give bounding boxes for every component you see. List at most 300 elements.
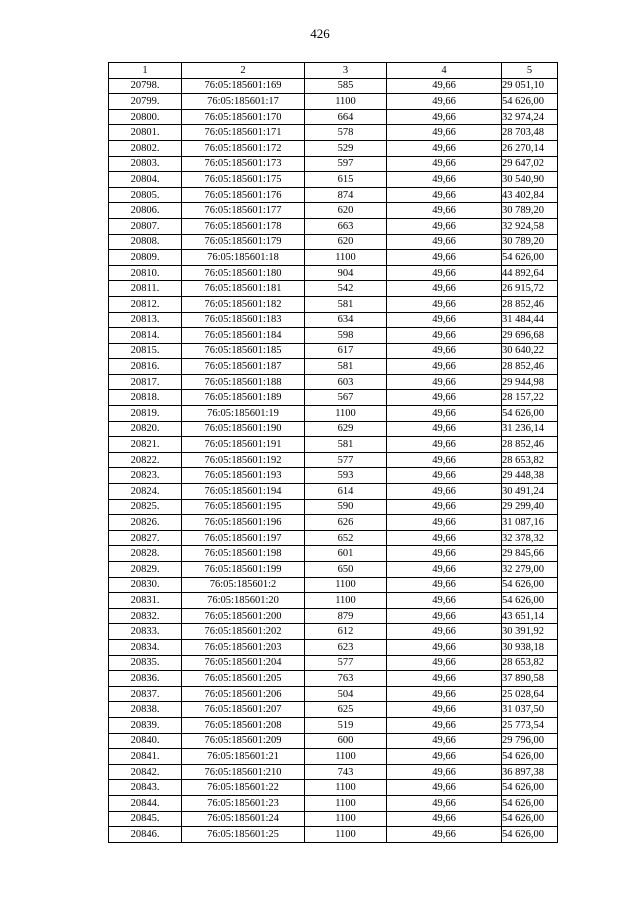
- amount-cell: 30 391,92: [502, 624, 558, 640]
- row-number-cell: 20837.: [109, 686, 182, 702]
- row-number-cell: 20833.: [109, 624, 182, 640]
- rate-cell: 49,66: [387, 421, 502, 437]
- rate-cell: 49,66: [387, 515, 502, 531]
- table-row: [109, 140, 558, 156]
- row-number-cell: 20799.: [109, 94, 182, 110]
- area-cell: 529: [305, 140, 387, 156]
- cadastral-number-cell: 76:05:185601:209: [182, 733, 305, 749]
- table-row: [109, 437, 558, 453]
- rate-cell: 49,66: [387, 452, 502, 468]
- cadastral-number-cell: 76:05:185601:17: [182, 94, 305, 110]
- amount-cell: 26 270,14: [502, 140, 558, 156]
- rate-cell: 49,66: [387, 562, 502, 578]
- row-number-cell: 20839.: [109, 717, 182, 733]
- rate-cell: 49,66: [387, 624, 502, 640]
- cadastral-number-cell: 76:05:185601:187: [182, 359, 305, 375]
- row-number-cell: 20821.: [109, 437, 182, 453]
- table-row: [109, 624, 558, 640]
- amount-cell: 29 696,68: [502, 328, 558, 344]
- cadastral-number-cell: 76:05:185601:169: [182, 78, 305, 94]
- table-row: [109, 343, 558, 359]
- rate-cell: 49,66: [387, 608, 502, 624]
- amount-cell: 25 028,64: [502, 686, 558, 702]
- cadastral-number-cell: 76:05:185601:191: [182, 437, 305, 453]
- rate-cell: 49,66: [387, 218, 502, 234]
- table-row: [109, 250, 558, 266]
- amount-cell: 37 890,58: [502, 671, 558, 687]
- rate-cell: 49,66: [387, 125, 502, 141]
- cadastral-number-cell: 76:05:185601:178: [182, 218, 305, 234]
- cadastral-number-cell: 76:05:185601:190: [182, 421, 305, 437]
- amount-cell: 30 540,90: [502, 172, 558, 188]
- row-number-cell: 20805.: [109, 187, 182, 203]
- row-number-cell: 20807.: [109, 218, 182, 234]
- amount-cell: 54 626,00: [502, 780, 558, 796]
- row-number-cell: 20841.: [109, 749, 182, 765]
- table-row: [109, 577, 558, 593]
- cadastral-number-cell: 76:05:185601:23: [182, 795, 305, 811]
- area-cell: 904: [305, 265, 387, 281]
- area-cell: 581: [305, 359, 387, 375]
- table-header-row: [109, 63, 558, 79]
- cadastral-number-cell: 76:05:185601:25: [182, 827, 305, 843]
- table-row: [109, 764, 558, 780]
- amount-cell: 28 703,48: [502, 125, 558, 141]
- table-row: [109, 468, 558, 484]
- amount-cell: 30 640,22: [502, 343, 558, 359]
- table-row: [109, 328, 558, 344]
- row-number-cell: 20845.: [109, 811, 182, 827]
- area-cell: 601: [305, 546, 387, 562]
- table-row: [109, 234, 558, 250]
- area-cell: 1100: [305, 94, 387, 110]
- amount-cell: 29 796,00: [502, 733, 558, 749]
- rate-cell: 49,66: [387, 484, 502, 500]
- cadastral-number-cell: 76:05:185601:172: [182, 140, 305, 156]
- amount-cell: 44 892,64: [502, 265, 558, 281]
- row-number-cell: 20823.: [109, 468, 182, 484]
- rate-cell: 49,66: [387, 187, 502, 203]
- area-cell: 600: [305, 733, 387, 749]
- table-row: [109, 125, 558, 141]
- rate-cell: 49,66: [387, 78, 502, 94]
- rate-cell: 49,66: [387, 156, 502, 172]
- cadastral-number-cell: 76:05:185601:199: [182, 562, 305, 578]
- table-row: [109, 172, 558, 188]
- table-row: [109, 671, 558, 687]
- row-number-cell: 20838.: [109, 702, 182, 718]
- cadastral-number-cell: 76:05:185601:21: [182, 749, 305, 765]
- area-cell: 603: [305, 374, 387, 390]
- row-number-cell: 20813.: [109, 312, 182, 328]
- amount-cell: 32 924,58: [502, 218, 558, 234]
- cadastral-number-cell: 76:05:185601:19: [182, 406, 305, 422]
- table-row: [109, 686, 558, 702]
- area-cell: 1100: [305, 406, 387, 422]
- area-cell: 879: [305, 608, 387, 624]
- area-cell: 623: [305, 639, 387, 655]
- amount-cell: 29 647,02: [502, 156, 558, 172]
- cadastral-number-cell: 76:05:185601:18: [182, 250, 305, 266]
- rate-cell: 49,66: [387, 655, 502, 671]
- rate-cell: 49,66: [387, 577, 502, 593]
- amount-cell: 30 789,20: [502, 234, 558, 250]
- cadastral-number-cell: 76:05:185601:183: [182, 312, 305, 328]
- table-row: [109, 406, 558, 422]
- cadastral-number-cell: 76:05:185601:179: [182, 234, 305, 250]
- amount-cell: 54 626,00: [502, 94, 558, 110]
- table-row: [109, 515, 558, 531]
- amount-cell: 54 626,00: [502, 577, 558, 593]
- row-number-cell: 20809.: [109, 250, 182, 266]
- area-cell: 590: [305, 499, 387, 515]
- row-number-cell: 20819.: [109, 406, 182, 422]
- table-row: [109, 187, 558, 203]
- area-cell: 593: [305, 468, 387, 484]
- cadastral-number-cell: 76:05:185601:198: [182, 546, 305, 562]
- row-number-cell: 20843.: [109, 780, 182, 796]
- cadastral-number-cell: 76:05:185601:194: [182, 484, 305, 500]
- amount-cell: 32 279,00: [502, 562, 558, 578]
- row-number-cell: 20824.: [109, 484, 182, 500]
- rate-cell: 49,66: [387, 795, 502, 811]
- row-number-cell: 20832.: [109, 608, 182, 624]
- rate-cell: 49,66: [387, 686, 502, 702]
- cadastral-number-cell: 76:05:185601:20: [182, 593, 305, 609]
- cadastral-number-cell: 76:05:185601:189: [182, 390, 305, 406]
- row-number-cell: 20801.: [109, 125, 182, 141]
- table-row: [109, 78, 558, 94]
- table-row: [109, 749, 558, 765]
- cadastral-number-cell: 76:05:185601:173: [182, 156, 305, 172]
- area-cell: 1100: [305, 250, 387, 266]
- table-row: [109, 717, 558, 733]
- row-number-cell: 20831.: [109, 593, 182, 609]
- amount-cell: 28 157,22: [502, 390, 558, 406]
- rate-cell: 49,66: [387, 359, 502, 375]
- area-cell: 1100: [305, 593, 387, 609]
- table-row: [109, 265, 558, 281]
- table-row: [109, 359, 558, 375]
- amount-cell: 32 974,24: [502, 109, 558, 125]
- area-cell: 542: [305, 281, 387, 297]
- rate-cell: 49,66: [387, 234, 502, 250]
- area-cell: 652: [305, 530, 387, 546]
- amount-cell: 43 651,14: [502, 608, 558, 624]
- amount-cell: 28 852,46: [502, 437, 558, 453]
- row-number-cell: 20798.: [109, 78, 182, 94]
- row-number-cell: 20810.: [109, 265, 182, 281]
- area-cell: 1100: [305, 749, 387, 765]
- table-row: [109, 484, 558, 500]
- row-number-cell: 20828.: [109, 546, 182, 562]
- cadastral-number-cell: 76:05:185601:171: [182, 125, 305, 141]
- row-number-cell: 20818.: [109, 390, 182, 406]
- area-cell: 578: [305, 125, 387, 141]
- cadastral-number-cell: 76:05:185601:192: [182, 452, 305, 468]
- amount-cell: 54 626,00: [502, 250, 558, 266]
- area-cell: 585: [305, 78, 387, 94]
- amount-cell: 25 773,54: [502, 717, 558, 733]
- area-cell: 615: [305, 172, 387, 188]
- amount-cell: 54 626,00: [502, 795, 558, 811]
- area-cell: 581: [305, 437, 387, 453]
- row-number-cell: 20802.: [109, 140, 182, 156]
- area-cell: 763: [305, 671, 387, 687]
- amount-cell: 28 653,82: [502, 655, 558, 671]
- cadastral-number-cell: 76:05:185601:24: [182, 811, 305, 827]
- cadastral-number-cell: 76:05:185601:175: [182, 172, 305, 188]
- area-cell: 1100: [305, 780, 387, 796]
- row-number-cell: 20842.: [109, 764, 182, 780]
- column-header: 4: [387, 63, 502, 79]
- cadastral-number-cell: 76:05:185601:2: [182, 577, 305, 593]
- table-row: [109, 452, 558, 468]
- rate-cell: 49,66: [387, 764, 502, 780]
- rate-cell: 49,66: [387, 530, 502, 546]
- area-cell: 597: [305, 156, 387, 172]
- amount-cell: 30 789,20: [502, 203, 558, 219]
- page-number: 426: [310, 26, 330, 41]
- rate-cell: 49,66: [387, 94, 502, 110]
- rate-cell: 49,66: [387, 437, 502, 453]
- cadastral-number-cell: 76:05:185601:206: [182, 686, 305, 702]
- area-cell: 743: [305, 764, 387, 780]
- cadastral-number-cell: 76:05:185601:181: [182, 281, 305, 297]
- row-number-cell: 20816.: [109, 359, 182, 375]
- amount-cell: 29 845,66: [502, 546, 558, 562]
- row-number-cell: 20829.: [109, 562, 182, 578]
- cadastral-number-cell: 76:05:185601:193: [182, 468, 305, 484]
- cadastral-number-cell: 76:05:185601:210: [182, 764, 305, 780]
- area-cell: 581: [305, 296, 387, 312]
- area-cell: 634: [305, 312, 387, 328]
- cadastral-number-cell: 76:05:185601:177: [182, 203, 305, 219]
- table-row: [109, 156, 558, 172]
- amount-cell: 54 626,00: [502, 406, 558, 422]
- table-row: [109, 312, 558, 328]
- amount-cell: 54 626,00: [502, 749, 558, 765]
- table-row: [109, 608, 558, 624]
- table-row: [109, 390, 558, 406]
- rate-cell: 49,66: [387, 250, 502, 266]
- row-number-cell: 20815.: [109, 343, 182, 359]
- rate-cell: 49,66: [387, 671, 502, 687]
- table-row: [109, 218, 558, 234]
- rate-cell: 49,66: [387, 140, 502, 156]
- table-row: [109, 639, 558, 655]
- row-number-cell: 20827.: [109, 530, 182, 546]
- row-number-cell: 20820.: [109, 421, 182, 437]
- row-number-cell: 20800.: [109, 109, 182, 125]
- area-cell: 598: [305, 328, 387, 344]
- area-cell: 577: [305, 452, 387, 468]
- row-number-cell: 20830.: [109, 577, 182, 593]
- area-cell: 650: [305, 562, 387, 578]
- rate-cell: 49,66: [387, 343, 502, 359]
- row-number-cell: 20806.: [109, 203, 182, 219]
- cadastral-number-cell: 76:05:185601:182: [182, 296, 305, 312]
- cadastral-number-cell: 76:05:185601:204: [182, 655, 305, 671]
- row-number-cell: 20836.: [109, 671, 182, 687]
- column-header: 3: [305, 63, 387, 79]
- area-cell: 626: [305, 515, 387, 531]
- rate-cell: 49,66: [387, 312, 502, 328]
- table-row: [109, 702, 558, 718]
- area-cell: 1100: [305, 577, 387, 593]
- table-row: [109, 203, 558, 219]
- column-header: 5: [502, 63, 558, 79]
- rate-cell: 49,66: [387, 639, 502, 655]
- area-cell: 874: [305, 187, 387, 203]
- rate-cell: 49,66: [387, 702, 502, 718]
- rate-cell: 49,66: [387, 406, 502, 422]
- area-cell: 614: [305, 484, 387, 500]
- area-cell: 504: [305, 686, 387, 702]
- amount-cell: 36 897,38: [502, 764, 558, 780]
- table-row: [109, 94, 558, 110]
- rate-cell: 49,66: [387, 717, 502, 733]
- row-number-cell: 20834.: [109, 639, 182, 655]
- cadastral-number-cell: 76:05:185601:195: [182, 499, 305, 515]
- amount-cell: 29 051,10: [502, 78, 558, 94]
- table-row: [109, 109, 558, 125]
- rate-cell: 49,66: [387, 811, 502, 827]
- row-number-cell: 20844.: [109, 795, 182, 811]
- cadastral-number-cell: 76:05:185601:188: [182, 374, 305, 390]
- row-number-cell: 20814.: [109, 328, 182, 344]
- cadastral-number-cell: 76:05:185601:184: [182, 328, 305, 344]
- amount-cell: 31 236,14: [502, 421, 558, 437]
- rate-cell: 49,66: [387, 281, 502, 297]
- table-row: [109, 281, 558, 297]
- amount-cell: 28 852,46: [502, 359, 558, 375]
- area-cell: 567: [305, 390, 387, 406]
- cadastral-number-cell: 76:05:185601:176: [182, 187, 305, 203]
- area-cell: 620: [305, 234, 387, 250]
- amount-cell: 31 087,16: [502, 515, 558, 531]
- rate-cell: 49,66: [387, 749, 502, 765]
- area-cell: 612: [305, 624, 387, 640]
- rate-cell: 49,66: [387, 593, 502, 609]
- amount-cell: 31 484,44: [502, 312, 558, 328]
- cadastral-number-cell: 76:05:185601:22: [182, 780, 305, 796]
- amount-cell: 54 626,00: [502, 811, 558, 827]
- rate-cell: 49,66: [387, 328, 502, 344]
- row-number-cell: 20803.: [109, 156, 182, 172]
- table-row: [109, 733, 558, 749]
- row-number-cell: 20835.: [109, 655, 182, 671]
- table-row: [109, 827, 558, 843]
- amount-cell: 54 626,00: [502, 593, 558, 609]
- cadastral-number-cell: 76:05:185601:203: [182, 639, 305, 655]
- table-row: [109, 530, 558, 546]
- table-body: [109, 78, 558, 842]
- table-row: [109, 374, 558, 390]
- cadastral-number-cell: 76:05:185601:170: [182, 109, 305, 125]
- row-number-cell: 20808.: [109, 234, 182, 250]
- table-row: [109, 562, 558, 578]
- rate-cell: 49,66: [387, 827, 502, 843]
- row-number-cell: 20811.: [109, 281, 182, 297]
- cadastral-number-cell: 76:05:185601:208: [182, 717, 305, 733]
- rate-cell: 49,66: [387, 172, 502, 188]
- row-number-cell: 20822.: [109, 452, 182, 468]
- row-number-cell: 20846.: [109, 827, 182, 843]
- amount-cell: 29 299,40: [502, 499, 558, 515]
- cadastral-number-cell: 76:05:185601:185: [182, 343, 305, 359]
- amount-cell: 30 491,24: [502, 484, 558, 500]
- cadastral-number-cell: 76:05:185601:205: [182, 671, 305, 687]
- rate-cell: 49,66: [387, 109, 502, 125]
- table-row: [109, 546, 558, 562]
- area-cell: 1100: [305, 827, 387, 843]
- row-number-cell: 20817.: [109, 374, 182, 390]
- row-number-cell: 20840.: [109, 733, 182, 749]
- column-header: 2: [182, 63, 305, 79]
- table-row: [109, 593, 558, 609]
- area-cell: 577: [305, 655, 387, 671]
- rate-cell: 49,66: [387, 203, 502, 219]
- cadastral-number-cell: 76:05:185601:197: [182, 530, 305, 546]
- cadastral-number-cell: 76:05:185601:207: [182, 702, 305, 718]
- row-number-cell: 20825.: [109, 499, 182, 515]
- amount-cell: 28 653,82: [502, 452, 558, 468]
- amount-cell: 28 852,46: [502, 296, 558, 312]
- rate-cell: 49,66: [387, 499, 502, 515]
- column-header: 1: [109, 63, 182, 79]
- row-number-cell: 20812.: [109, 296, 182, 312]
- amount-cell: 30 938,18: [502, 639, 558, 655]
- table-row: [109, 296, 558, 312]
- amount-cell: 29 944,98: [502, 374, 558, 390]
- cadastral-number-cell: 76:05:185601:200: [182, 608, 305, 624]
- area-cell: 1100: [305, 811, 387, 827]
- table-row: [109, 421, 558, 437]
- table-row: [109, 795, 558, 811]
- row-number-cell: 20804.: [109, 172, 182, 188]
- rate-cell: 49,66: [387, 296, 502, 312]
- cadastral-number-cell: 76:05:185601:180: [182, 265, 305, 281]
- amount-cell: 54 626,00: [502, 827, 558, 843]
- table-row: [109, 811, 558, 827]
- area-cell: 620: [305, 203, 387, 219]
- rate-cell: 49,66: [387, 265, 502, 281]
- rate-cell: 49,66: [387, 390, 502, 406]
- cadastral-number-cell: 76:05:185601:196: [182, 515, 305, 531]
- area-cell: 1100: [305, 795, 387, 811]
- cadastral-number-cell: 76:05:185601:202: [182, 624, 305, 640]
- area-cell: 664: [305, 109, 387, 125]
- rate-cell: 49,66: [387, 733, 502, 749]
- amount-cell: 32 378,32: [502, 530, 558, 546]
- data-table: [108, 62, 558, 843]
- table-row: [109, 655, 558, 671]
- table-row: [109, 499, 558, 515]
- area-cell: 629: [305, 421, 387, 437]
- row-number-cell: 20826.: [109, 515, 182, 531]
- table-row: [109, 780, 558, 796]
- amount-cell: 31 037,50: [502, 702, 558, 718]
- rate-cell: 49,66: [387, 374, 502, 390]
- area-cell: 617: [305, 343, 387, 359]
- rate-cell: 49,66: [387, 546, 502, 562]
- rate-cell: 49,66: [387, 780, 502, 796]
- area-cell: 663: [305, 218, 387, 234]
- amount-cell: 43 402,84: [502, 187, 558, 203]
- amount-cell: 29 448,38: [502, 468, 558, 484]
- amount-cell: 26 915,72: [502, 281, 558, 297]
